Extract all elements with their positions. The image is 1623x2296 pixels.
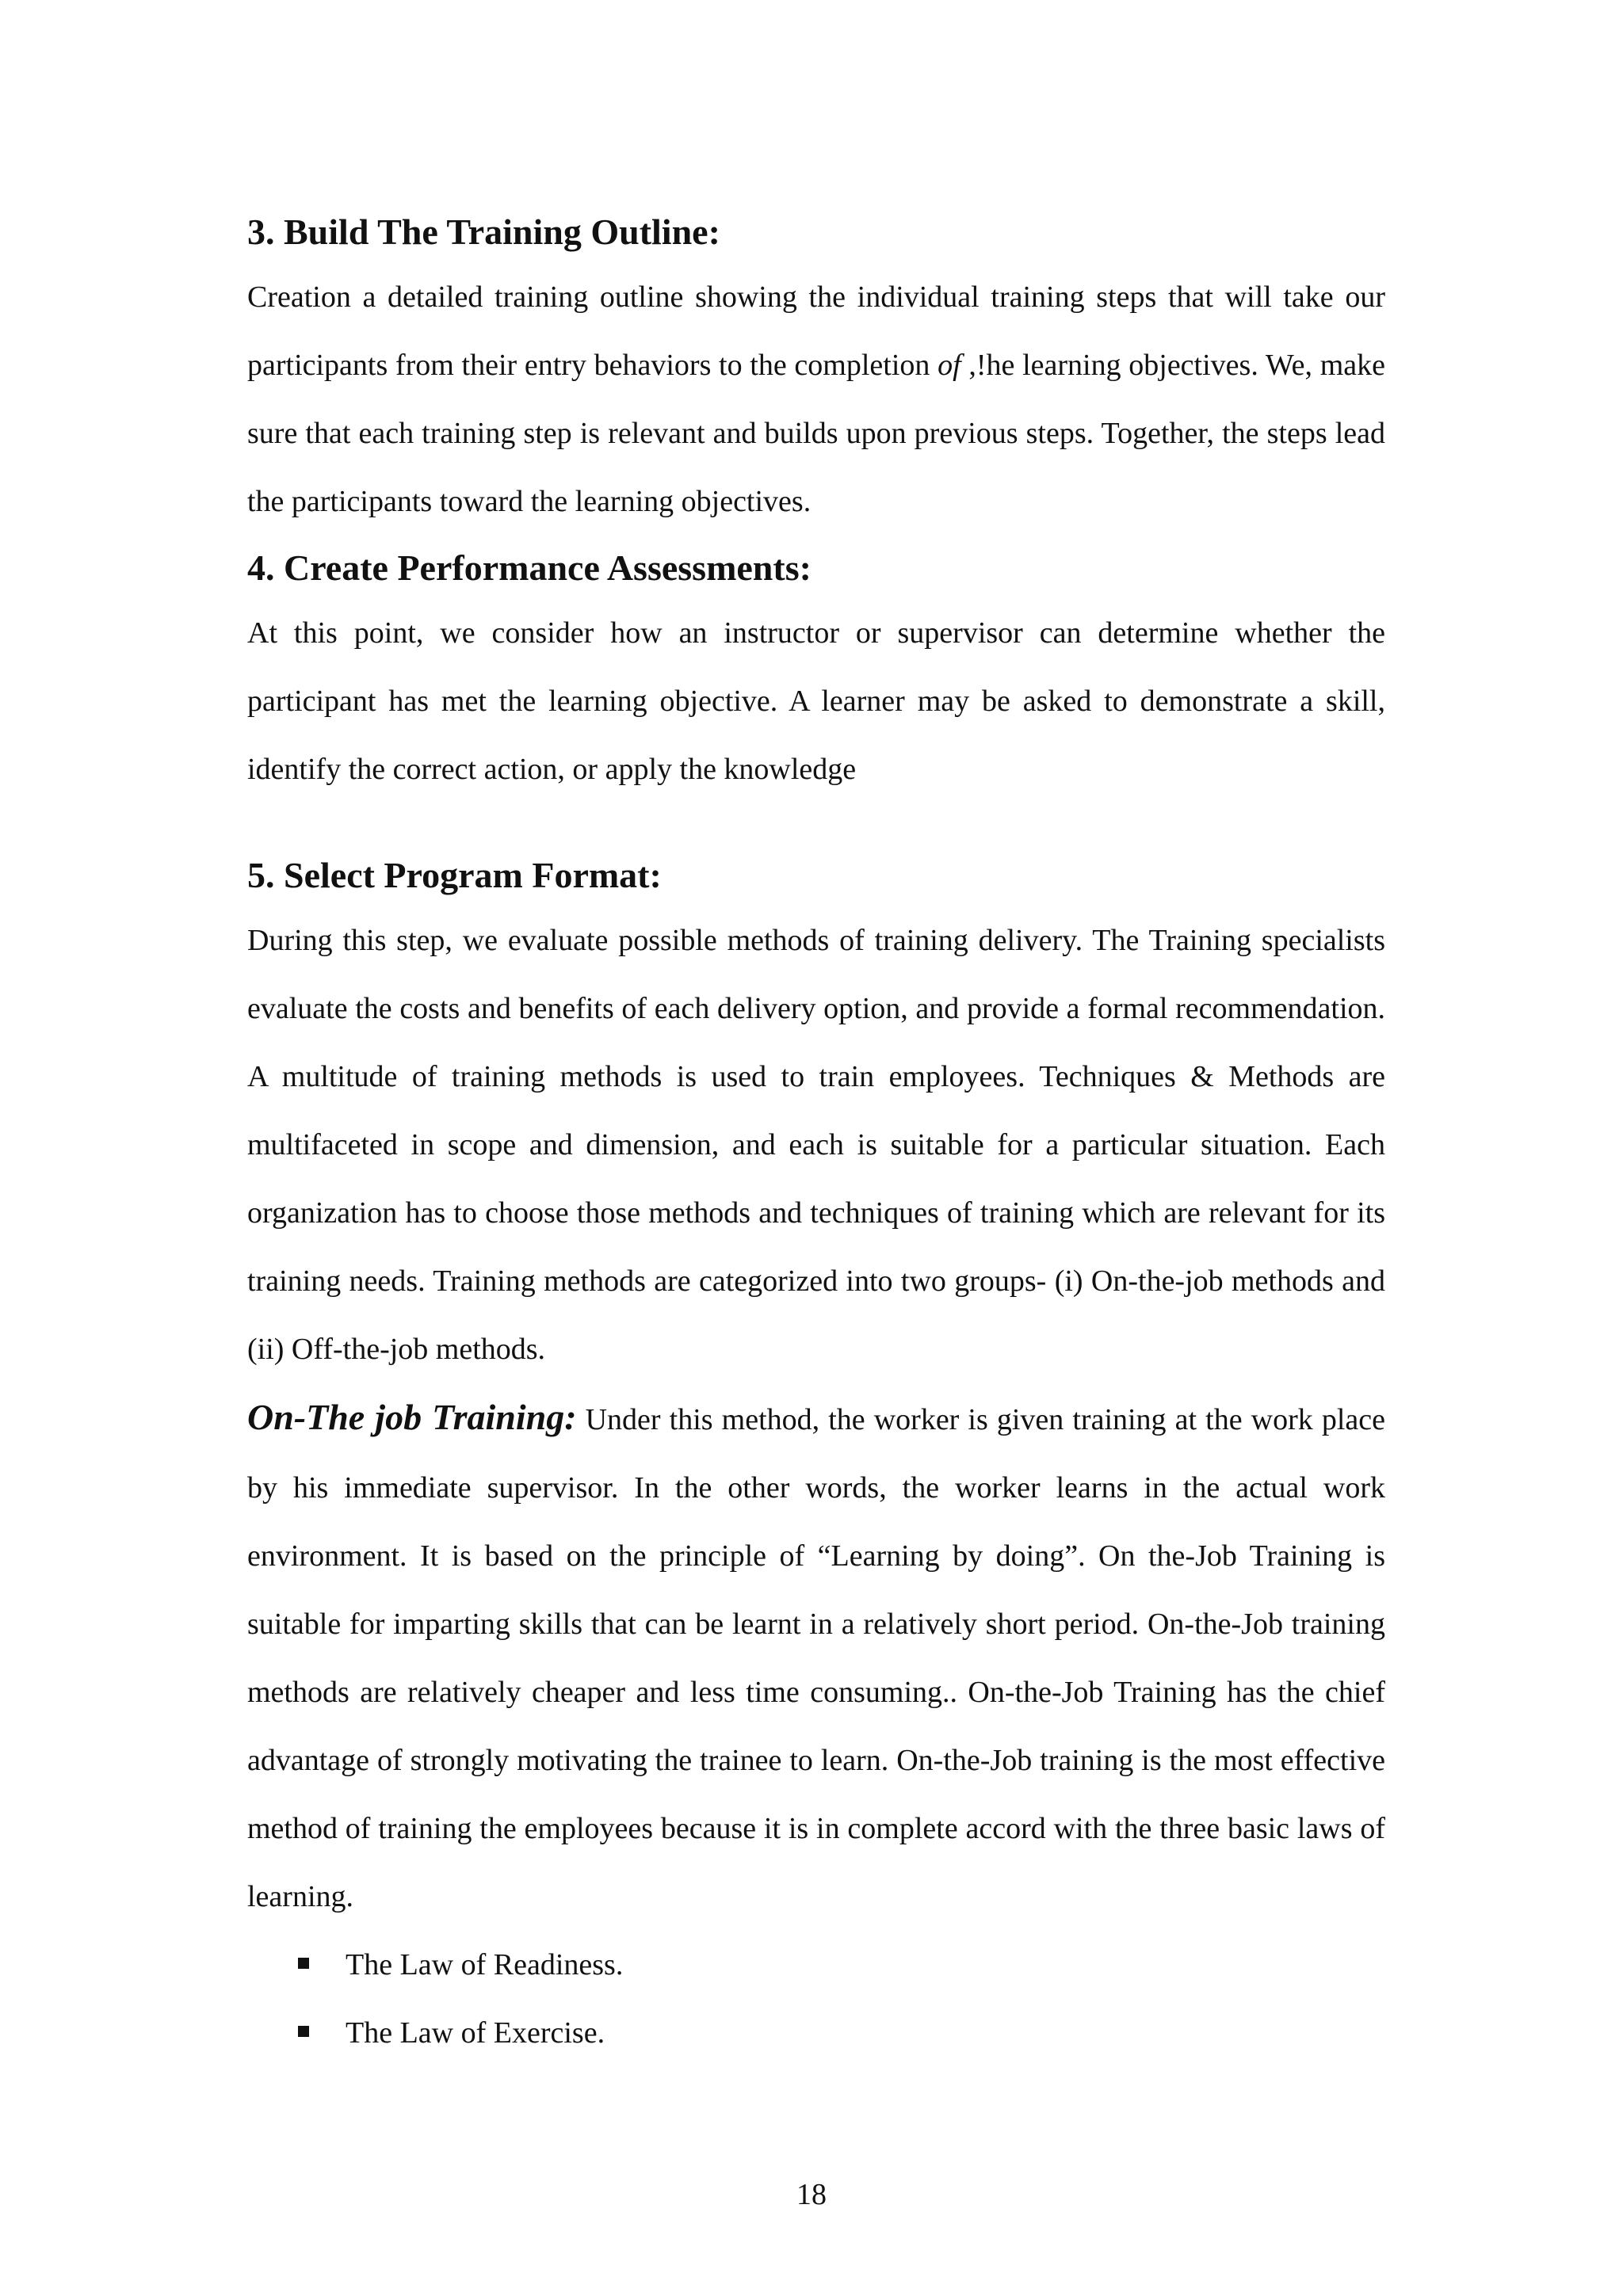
on-the-job-lead-in: On-The job Training: <box>247 1397 577 1437</box>
paragraph-text: Under this method, the worker is given training at the work place by his immediate supervisor. In the other words, the worker learns in the actual work environment. It is based on the principle of “Learning by doing”. On the-Job Training is suitable for imparting skills that can be learnt in a relatively short period. On-the-Job training methods are relatively cheaper and less time consuming.. On-the-Job Training has the chief advantage of strongly motivating the trainee to learn. On-the-Job training is the most effective method of training the employees because it is in complete accord with the three basic laws of learning. <box>247 1403 1385 1913</box>
section-performance-assessments <box>247 542 1385 803</box>
paragraph-text: ,!he learning objectives. We, make sure that each training step is relevant and builds upon previous steps. Together, the steps lead the participants toward the learning objectives. <box>247 349 1386 518</box>
section-on-the-job-training <box>247 1383 1385 1931</box>
document-page <box>247 206 1385 2067</box>
paragraph-text: Creation a detailed training outline showing the individual training steps that will take our participants from their entry behaviors to the completion <box>247 280 1385 382</box>
square-bullet-icon <box>298 2026 309 2037</box>
section-heading: 5. Select Program Format: <box>247 855 662 895</box>
section-paragraph <box>247 263 1385 536</box>
list-item <box>247 1931 1385 1999</box>
page-number: 18 <box>796 2178 827 2211</box>
list-item-text: The Law of Exercise. <box>346 2016 605 2050</box>
section-paragraph: During this step, we evaluate possible methods of training delivery. The Training specialists evaluate the costs and benefits of each delivery option, and provide a formal recommendation. A multitude of training methods is used to train employees. Techniques & Methods are multifaceted in scope and dimension, and each is suitable for a particular situation. Each organization has to choose those methods and techniques of training which are relevant for its training needs. Training methods are categorized into two groups- (i) On-the-job methods and (ii) Off-the-job methods. <box>247 924 1385 1366</box>
italic-text: of <box>938 349 961 382</box>
laws-of-learning-list <box>247 1931 1385 2067</box>
section-build-training-outline <box>247 206 1385 536</box>
section-program-format <box>247 849 1385 1383</box>
section-paragraph: At this point, we consider how an instructor or supervisor can determine whether the participant has met the learning objective. A learner may be asked to demonstrate a skill, identify the correct action, or apply the knowledge <box>247 616 1385 786</box>
list-item <box>247 1999 1385 2067</box>
section-heading: 4. Create Performance Assessments: <box>247 547 812 588</box>
on-the-job-paragraph <box>247 1383 1385 1931</box>
list-item-text: The Law of Readiness. <box>346 1948 624 1981</box>
section-heading: 3. Build The Training Outline: <box>247 212 720 252</box>
square-bullet-icon <box>298 1958 309 1969</box>
